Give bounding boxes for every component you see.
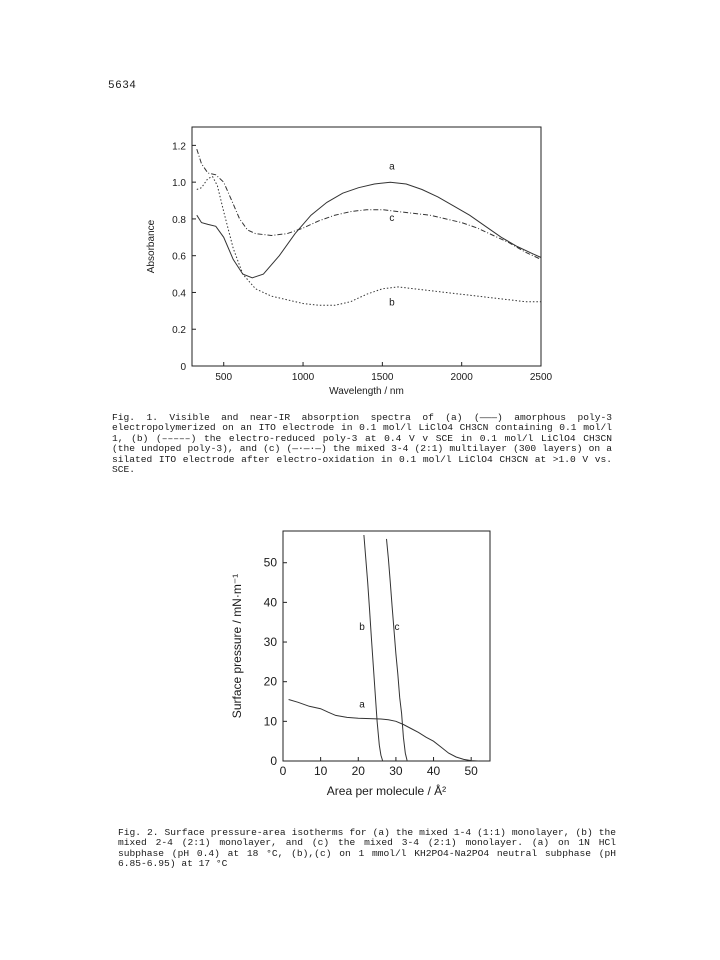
series-line-b — [364, 535, 383, 761]
x-tick-label: 40 — [426, 764, 441, 778]
figure2-caption: Fig. 2. Surface pressure-area isotherms for (a) the mixed 1-4 (1:1) monolayer, (b) the mixed 2-4 (2:1) monolayer, and (c) the mixed 3-4 (2:1) monolayer. (a) on 1N HCl subphase (pH 0.4) at 18 °C, (b),(c) on 1 mmol/l KH2PO4-Na2PO4 neutral subphase (pH 6.85-6.95) at 17 °C — [118, 827, 622, 870]
series-label-b: b — [359, 622, 365, 634]
series-label-c: c — [389, 212, 395, 224]
y-tick-label: 1.0 — [172, 178, 186, 190]
y-tick-label: 0.2 — [172, 325, 186, 337]
x-axis-label: Wavelength / nm — [329, 386, 404, 397]
x-tick-label: 2500 — [529, 372, 553, 383]
x-tick-label: 20 — [351, 764, 365, 778]
y-tick-label: 0.4 — [172, 288, 186, 300]
x-tick-label: 10 — [313, 764, 328, 778]
series-label-a: a — [389, 161, 395, 173]
x-tick-label: 500 — [215, 372, 233, 383]
x-axis-label: Area per molecule / Å² — [326, 784, 447, 798]
x-tick-label: 30 — [389, 764, 403, 778]
series-label-c: c — [394, 622, 400, 634]
y-tick-label: 1.2 — [172, 141, 186, 153]
y-tick-label: 0.8 — [172, 214, 186, 226]
page-number: 5634 — [108, 80, 137, 92]
figure1-caption: Fig. 1. Visible and near-IR absorption spectra of (a) (———) amorphous poly-3 electropolymerized on an ITO electrode in 0.1 mol/l LiClO4 CH3CN containing 0.1 mol/l 1, (b) (–––––) the electro-reduced poly-3 at 0.4 V v SCE in 0.1 mol/l LiClO4 CH3CN (the undoped poly-3), and (c) (—·—·—) the mixed 3-4 (2:1) multilayer (300 layers) on a silated ITO electrode after electro-oxidation in 0.1 mol/l LiClO4 CH3CN at >1.0 V vs. SCE. — [112, 412, 618, 476]
y-tick-label: 0.6 — [172, 251, 186, 263]
plot-frame — [192, 127, 541, 366]
x-tick-label: 50 — [464, 764, 478, 778]
x-tick-label: 0 — [279, 764, 287, 778]
y-tick-label: 20 — [263, 674, 277, 689]
series-label-a: a — [359, 699, 365, 711]
y-tick-label: 0 — [180, 362, 186, 373]
y-tick-label: 0 — [270, 754, 277, 768]
y-tick-label: 10 — [263, 714, 277, 729]
series-label-b: b — [389, 297, 395, 309]
x-tick-label: 1000 — [291, 372, 315, 383]
plot-frame — [283, 531, 490, 761]
series-line-b — [197, 177, 541, 309]
y-tick-label: 30 — [263, 635, 277, 650]
series-line-c — [197, 149, 541, 259]
x-tick-label: 2000 — [450, 372, 473, 383]
y-axis-label: Absorbance — [146, 219, 157, 274]
series-line-c — [387, 539, 408, 761]
y-tick-label: 50 — [263, 555, 277, 570]
series-line-a — [289, 700, 479, 762]
x-tick-label: 1500 — [371, 372, 394, 383]
y-tick-label: 40 — [263, 595, 277, 610]
y-axis-label: Surface pressure / mN·m⁻¹ — [230, 573, 244, 719]
